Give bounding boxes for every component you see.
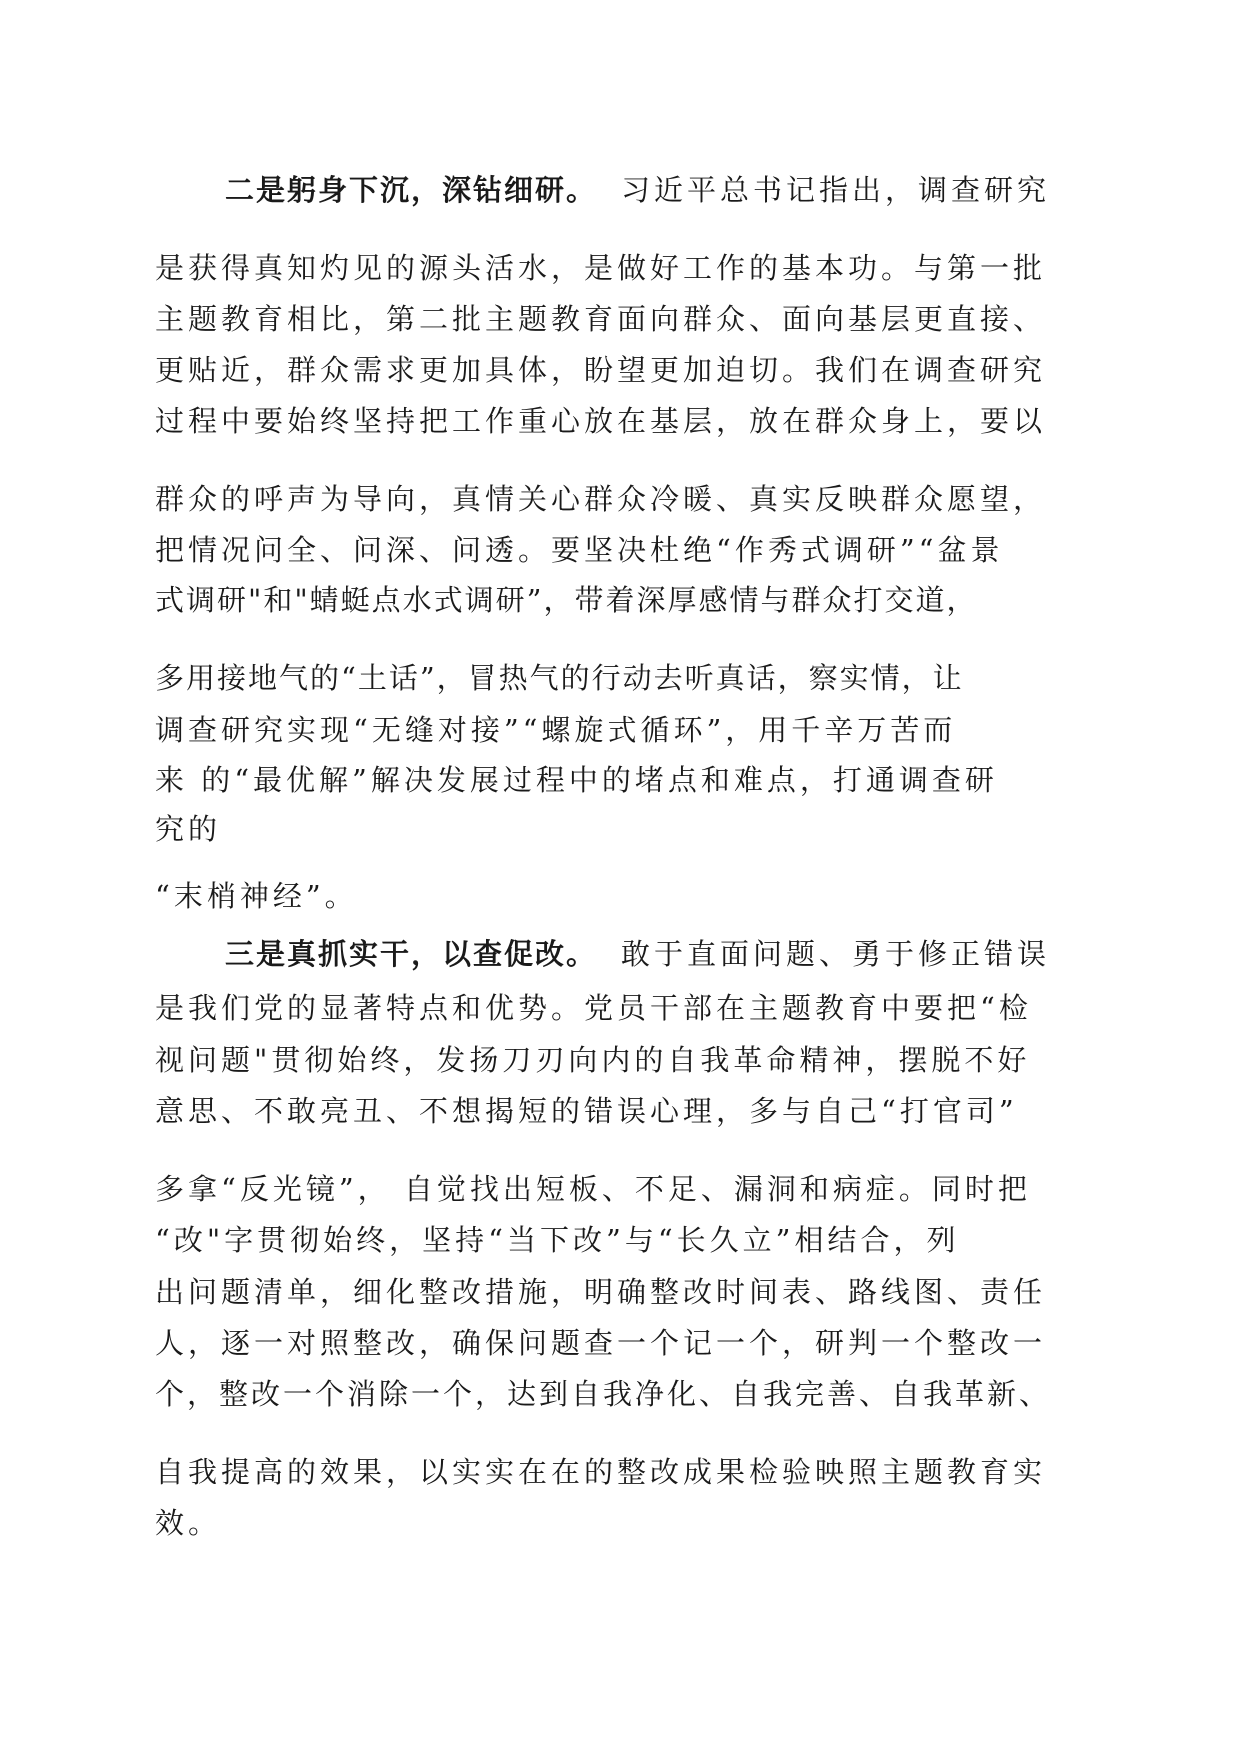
paragraph-2-line-8: 人，逐一对照整改，确保问题查一个记一个，研判一个整改一 [155, 1326, 1047, 1360]
paragraph-2-line-1: 敢于直面问题、勇于修正错误 [621, 937, 1051, 971]
paragraph-2-line-7: 出问题清单，细化整改措施，明确整改时间表、路线图、责任 [155, 1275, 1047, 1309]
paragraph-2-line-4: 意思、不敢亮丑、不想揭短的错误心理，多与自己“打官司” [155, 1094, 1018, 1128]
paragraph-1-line-1: 习近平总书记指出，调查研究 [621, 173, 1051, 207]
paragraph-2-line-11: 效。 [155, 1506, 222, 1540]
paragraph-1-line-2: 是获得真知灼见的源头活水，是做好工作的基本功。与第一批 [155, 251, 1047, 285]
paragraph-1-line-13: “末梢神经”。 [155, 879, 358, 913]
paragraph-2-line-2: 是我们党的显著特点和优势。党员干部在主题教育中要把“检 [155, 991, 1032, 1025]
paragraph-2-first-line [225, 934, 1050, 974]
paragraph-1-line-3: 主题教育相比，第二批主题教育面向群众、面向基层更直接、 [155, 302, 1047, 336]
paragraph-2-line-6: “改"字贯彻始终，坚持“当下改”与“长久立”相结合，列 [155, 1223, 960, 1257]
paragraph-1-line-8: 式调研"和"蜻蜓点水式调研”，带着深厚感情与群众打交道， [155, 583, 978, 617]
paragraph-1-line-9: 多用接地气的“土话”，冒热气的行动去听真话，察实情，让 [155, 661, 964, 695]
paragraph-1-line-12: 究的 [155, 812, 222, 846]
paragraph-1-line-11: 来 的“最优解”解决发展过程中的堵点和难点，打通调查研 [155, 763, 998, 797]
paragraph-1-line-7: 把情况问全、问深、问透。要坚决杜绝“作秀式调研”“盆景 [155, 533, 1004, 567]
paragraph-2-line-10: 自我提高的效果，以实实在在的整改成果检验映照主题教育实 [155, 1455, 1047, 1489]
paragraph-2-line-9: 个，整改一个消除一个，达到自我净化、自我完善、自我革新、 [155, 1377, 1052, 1411]
paragraph-2-lead: 三是真抓实干，以查促改。 [225, 937, 598, 971]
paragraph-1-line-5: 过程中要始终坚持把工作重心放在基层，放在群众身上，要以 [155, 404, 1047, 438]
paragraph-1-line-10: 调查研究实现“无缝对接”“螺旋式循环”，用千辛万苦而 [155, 713, 957, 747]
paragraph-1-first-line [225, 170, 1050, 210]
paragraph-1-lead: 二是躬身下沉，深钻细研。 [225, 173, 598, 207]
paragraph-1-line-4: 更贴近，群众需求更加具体，盼望更加迫切。我们在调查研究 [155, 353, 1047, 387]
paragraph-2-line-5: 多拿“反光镜”， 自觉找出短板、不足、漏洞和病症。同时把 [155, 1172, 1031, 1206]
paragraph-1-line-6: 群众的呼声为导向，真情关心群众冷暖、真实反映群众愿望， [155, 482, 1047, 516]
paragraph-2-line-3: 视问题"贯彻始终，发扬刀刃向内的自我革命精神，摆脱不好 [155, 1043, 1031, 1077]
